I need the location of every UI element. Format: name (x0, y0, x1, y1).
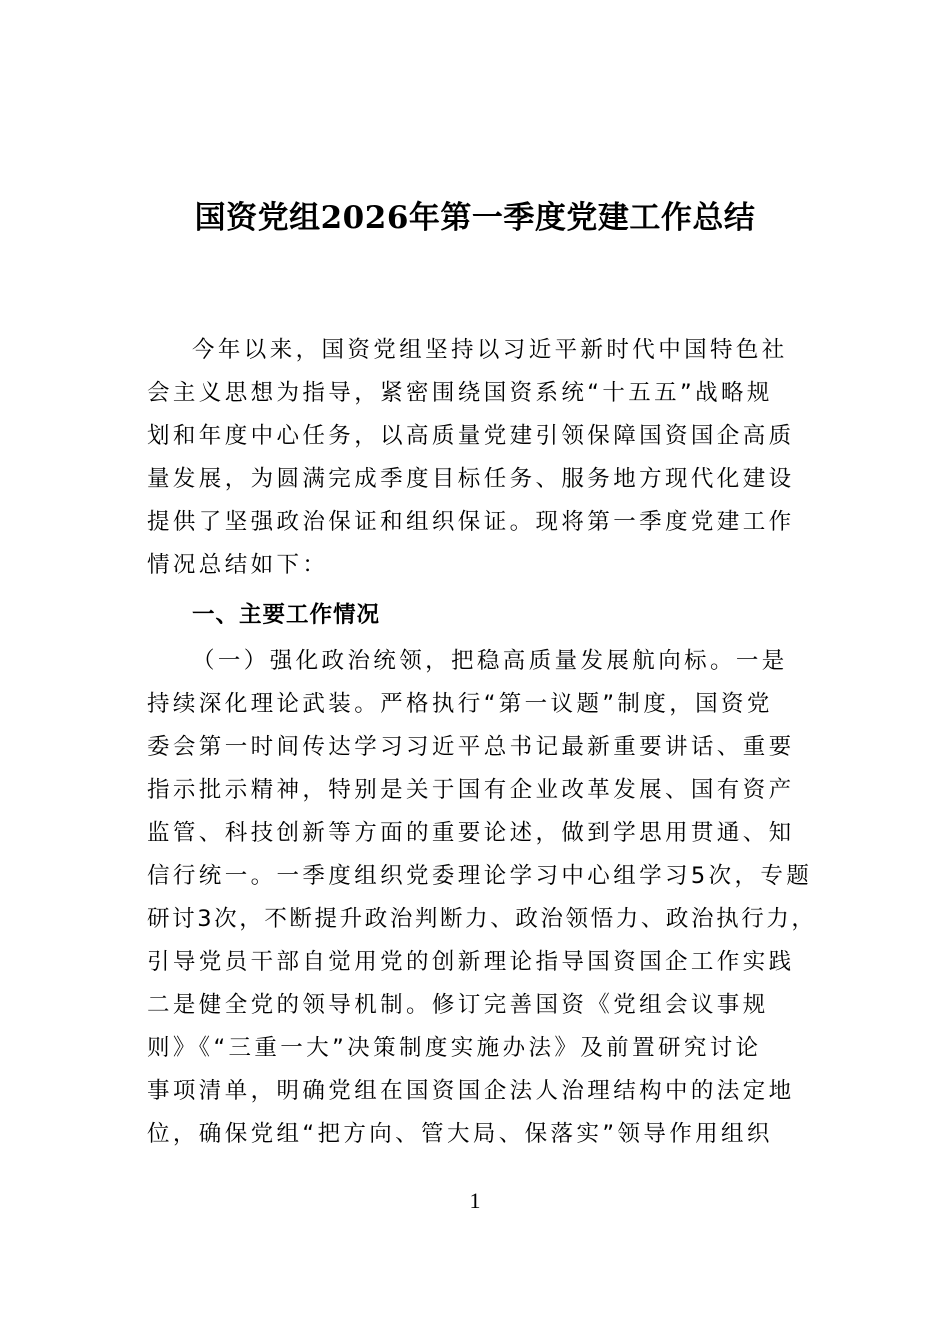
body-line: 提供了坚强政治保证和组织保证。现将第一季度党建工作 (147, 509, 795, 535)
body-line: 划和年度中心任务，以高质量党建引领保障国资国企高质 (147, 423, 795, 449)
section-heading: 一、主要工作情况 (192, 602, 381, 628)
body-line: 会主义思想为指导，紧密围绕国资系统“十五五”战略规 (147, 380, 773, 406)
body-line: 引导党员干部自觉用党的创新理论指导国资国企工作实践 (147, 949, 795, 975)
page-number: 1 (469, 1188, 481, 1213)
body-line: 二是健全党的领导机制。修订完善国资《党组会议事规 (147, 992, 769, 1018)
body-line: 监管、科技创新等方面的重要论述，做到学思用贯通、知 (147, 820, 795, 846)
document-title: 国资党组2026年第一季度党建工作总结 (194, 200, 756, 236)
body-line: （一）强化政治统领，把稳高质量发展航向标。一是 (192, 648, 788, 674)
body-line: 情况总结如下： (147, 552, 329, 578)
body-line: 今年以来，国资党组坚持以习近平新时代中国特色社 (192, 337, 788, 363)
body-line: 信行统一。一季度组织党委理论学习中心组学习5次，专题 (147, 863, 813, 889)
body-line: 研讨3次，不断提升政治判断力、政治领悟力、政治执行力， (147, 906, 817, 932)
body-line: 量发展，为圆满完成季度目标任务、服务地方现代化建设 (147, 466, 795, 492)
body-line: 持续深化理论武装。严格执行“第一议题”制度，国资党 (147, 691, 773, 717)
body-line: 指示批示精神，特别是关于国有企业改革发展、国有资产 (147, 777, 795, 803)
body-line: 则》《“三重一大”决策制度实施办法》及前置研究讨论 (147, 1035, 762, 1061)
body-line: 委会第一时间传达学习习近平总书记最新重要讲话、重要 (147, 734, 795, 760)
body-line: 位，确保党组“把方向、管大局、保落实”领导作用组织 (147, 1121, 773, 1147)
body-line: 事项清单，明确党组在国资国企法人治理结构中的法定地 (147, 1078, 795, 1104)
